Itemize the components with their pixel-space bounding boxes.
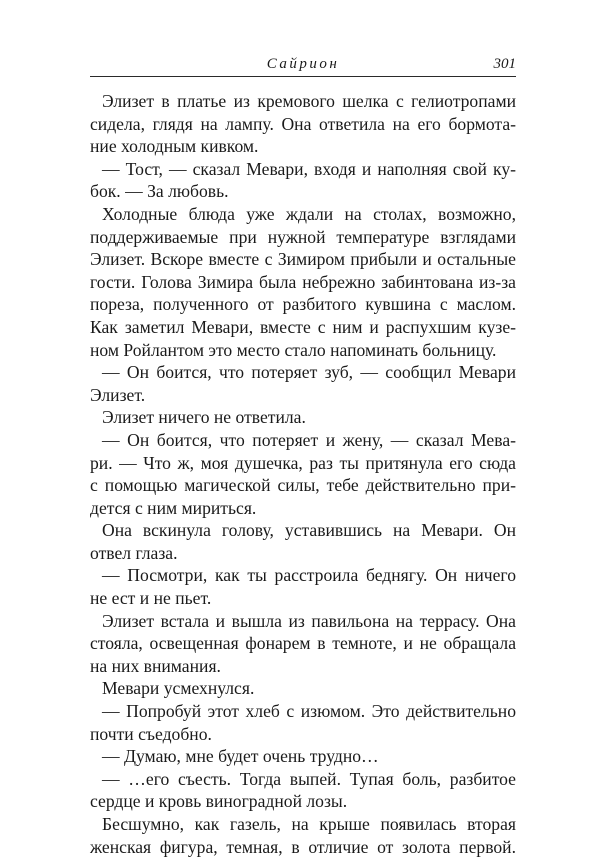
text-line: — Он боится, что потеряет и жену, — сказал Мева- (102, 429, 516, 450)
text-line: дется с ним мириться. (90, 497, 257, 518)
text-line: — Он боится, что потеряет зуб, — сообщил Мевари (102, 362, 516, 383)
text-line: — Посмотри, как ты расстроила беднягу. Он ничего (102, 565, 516, 586)
running-title: Сайрион (266, 56, 340, 72)
text-line: сердце и кровь виноградной лозы. (90, 791, 348, 812)
text-line: не ест и не пьет. (90, 588, 212, 609)
text-line: — Попробуй этот хлеб с изюмом. Это действительно (102, 701, 516, 722)
text-line: Холодные блюда уже ждали на столах, возможно, (102, 203, 516, 224)
text-line: пореза, полученного от разбитого кувшина с маслом. (90, 294, 516, 315)
text-line: Как заметил Мевари, вместе с ним и распухшим кузе- (90, 316, 516, 337)
text-line: сидела, глядя на лампу. Она ответила на его бормота- (90, 113, 516, 134)
text-line: Элизет. (90, 384, 146, 405)
text-line: Элизет ничего не ответила. (102, 407, 306, 428)
text-line: почти съедобно. (90, 723, 212, 744)
text-line: отвел глаза. (90, 542, 178, 563)
text-line: ри. — Что ж, моя душечка, раз ты притянула его сюда (90, 452, 516, 473)
page-number: 301 (493, 56, 516, 72)
text-line: Она вскинула голову, уставившись на Мевари. Он (102, 520, 516, 541)
text-line: с помощью магической силы, тебе действительно при- (90, 475, 516, 496)
text-line: Элизет в платье из кремового шелка с гелиотропами (102, 91, 516, 111)
text-line: Элизет. Вскоре вместе с Зимиром прибыли и остальные (90, 249, 516, 270)
text-line: — …его съесть. Тогда выпей. Тупая боль, разбитое (102, 768, 516, 789)
text-line: бок. — За любовь. (90, 181, 229, 202)
text-line: гости. Голова Зимира была небрежно забинтована из-за (90, 271, 516, 292)
text-line: Мевари усмехнулся. (102, 678, 255, 699)
text-line: ном Ройлантом это место стало напоминать больницу. (90, 339, 497, 360)
text-line: ние холодным кивком. (90, 136, 259, 157)
running-header (90, 56, 516, 77)
text-line: поддерживаемые при нужной температуре взглядами (90, 226, 516, 247)
text-line: стояла, освещенная фонарем в темноте, и не обращала (90, 633, 516, 654)
text-line: на них внимания. (90, 655, 221, 676)
text-line: женская фигура, темная, в отличие от золота первой. (90, 836, 516, 857)
text-line: Элизет встала и вышла из павильона на террасу. Она (102, 610, 516, 631)
body-text (90, 90, 516, 858)
text-line: — Тост, — сказал Мевари, входя и наполняя свой ку- (102, 158, 516, 179)
text-line: Бесшумно, как газель, на крыше появилась вторая (102, 814, 516, 834)
text-line: — Думаю, мне будет очень трудно… (102, 746, 379, 767)
